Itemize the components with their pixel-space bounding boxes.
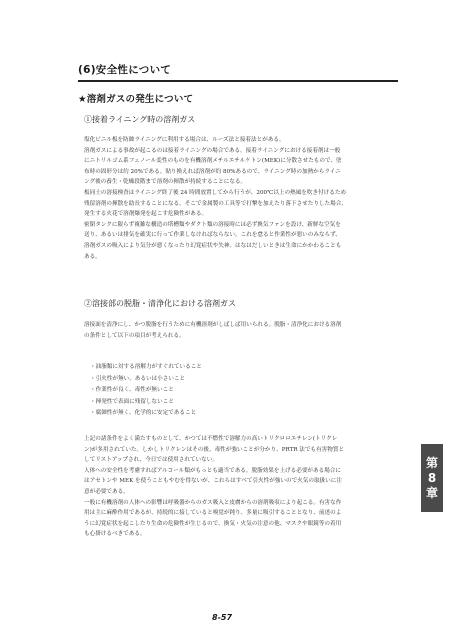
sub1-heading: ①接着ライニング時の溶剤ガス [84,115,196,124]
subsection-heading: ★溶剤ガスの発生について [78,94,194,105]
text-line: も心掛けるべきである。 [84,531,146,538]
sub2-body [84,434,404,540]
text-line: 密閉タンクに限らず複雑な構造の塔槽類やダクト類の溶接時には必ず換気ファンを設け、新鮮な空気を [84,221,341,228]
sub1-paragraph [84,135,404,262]
text-line: してリストアップされ、今日では使用されていない。 [84,457,218,464]
text-line: にニトリルゴム系フェノール変性のものを有機溶剤メチルエチルケトン(MEK)に分散させたもので、塗 [84,158,342,165]
page-number: 8-57 [212,613,233,622]
chapter-tab-suffix: 章 [425,485,438,500]
text-line: 発生する火花で溶剤爆発を起こす危険性がある。 [84,211,208,218]
chapter-tab [421,444,443,512]
text-line: 布時の固形分は約 20%である。貼り換えれば溶剤が約 80%あるので、ライニング時の加熱からライニ [84,168,341,175]
text-line: ング後の養生・乾燥段階まで溶剤の揮散が持続することになる。 [84,179,247,186]
text-line: 残留溶剤の揮散を助長することになる。そこで金属製の工具等で打撃を加えたり落下させたりした場合、 [84,200,347,207]
list-item: ・油脂類に対する溶解力がすぐれていること [90,364,202,370]
text-line: の条件として以下の項目が考えられる。 [84,332,185,339]
text-line: 用は主に麻酔作用であるが、持続的に接していると嗅覚が鈍り、多量に吸引することとなり、前述のよ [84,510,342,517]
text-line: うに幻覚症状を起こしたり生命の危険性が生じるので、換気・火気の注意の他、マスクや眼鏡等の着用 [84,520,342,527]
text-line: 塩化ビニル板を防蝕ライニングに利用する場合は、ルーズ法と接着法とがある。 [84,137,285,143]
text-line: はアセトンや MEK を使うこともやむを得ないが、これらはすべて引火性が強いので火気の取扱いに注 [84,478,342,485]
section-title: (6)安全性について [78,62,398,82]
condition-list [90,362,202,420]
text-line: 板同士の溶接検査はライニング終了後 24 時間放置してから行うが、200℃以上の熱風を吹き付けるため [84,189,347,196]
sub2-intro [84,320,404,341]
list-item: ・引火性が無い、あるいは小さいこと [90,375,186,382]
text-line: 溶接面を清浄にし、かつ脱脂を行うために有機溶剤がしばしば用いられる。脱脂・清浄化における溶剤 [84,322,342,328]
text-line: ある。 [84,253,101,260]
text-line: 一般に有機溶剤の人体への影響は呼吸器からのガス吸入と皮膚からの溶剤吸収により起こる。有害な作 [84,499,342,506]
list-item: ・腐蝕性が無く、化学的に安定であること [90,410,197,416]
list-item: ・作業性が良く、毒性が無いこと [90,387,174,393]
text-line: 人体への安全性を考慮すればアルコール類がもっとも適当である。脱脂効果を上げる必要がある場合に [84,467,341,474]
list-item: ・揮発性で表面に残留しないこと [90,398,174,405]
text-line: 溶剤ガスによる事故が起こるのは接着ライニングの場合である。接着ライニングにおける接着剤は一般 [84,147,341,154]
text-line: ン)が多用されていた。しかしトリクレンはその後、毒性が強いことが分かり、PRTR 法でも有害物質と [84,446,345,453]
text-line: 上記の諸条件をよく満たすものとして、かつては不燃性で溶解力の高いトリクロロエチレン(トリクレ [84,436,338,442]
text-line: 溶剤ガスの吸入により気分が悪くなったり幻覚症状や失神、はなはだしいときは生命にかかわることも [84,242,342,249]
chapter-tab-prefix: 第 [425,455,438,470]
sub2-heading: ②溶接部の脱脂・清浄化における溶剤ガス [84,299,236,308]
text-line: 送り、あるいは排気を確実に行って作業しなければならない。これを怠ると作業性が悪いのみならず、 [84,232,341,239]
chapter-tab-number: 8 [427,470,437,485]
text-line: 意が必要である。 [84,488,129,495]
